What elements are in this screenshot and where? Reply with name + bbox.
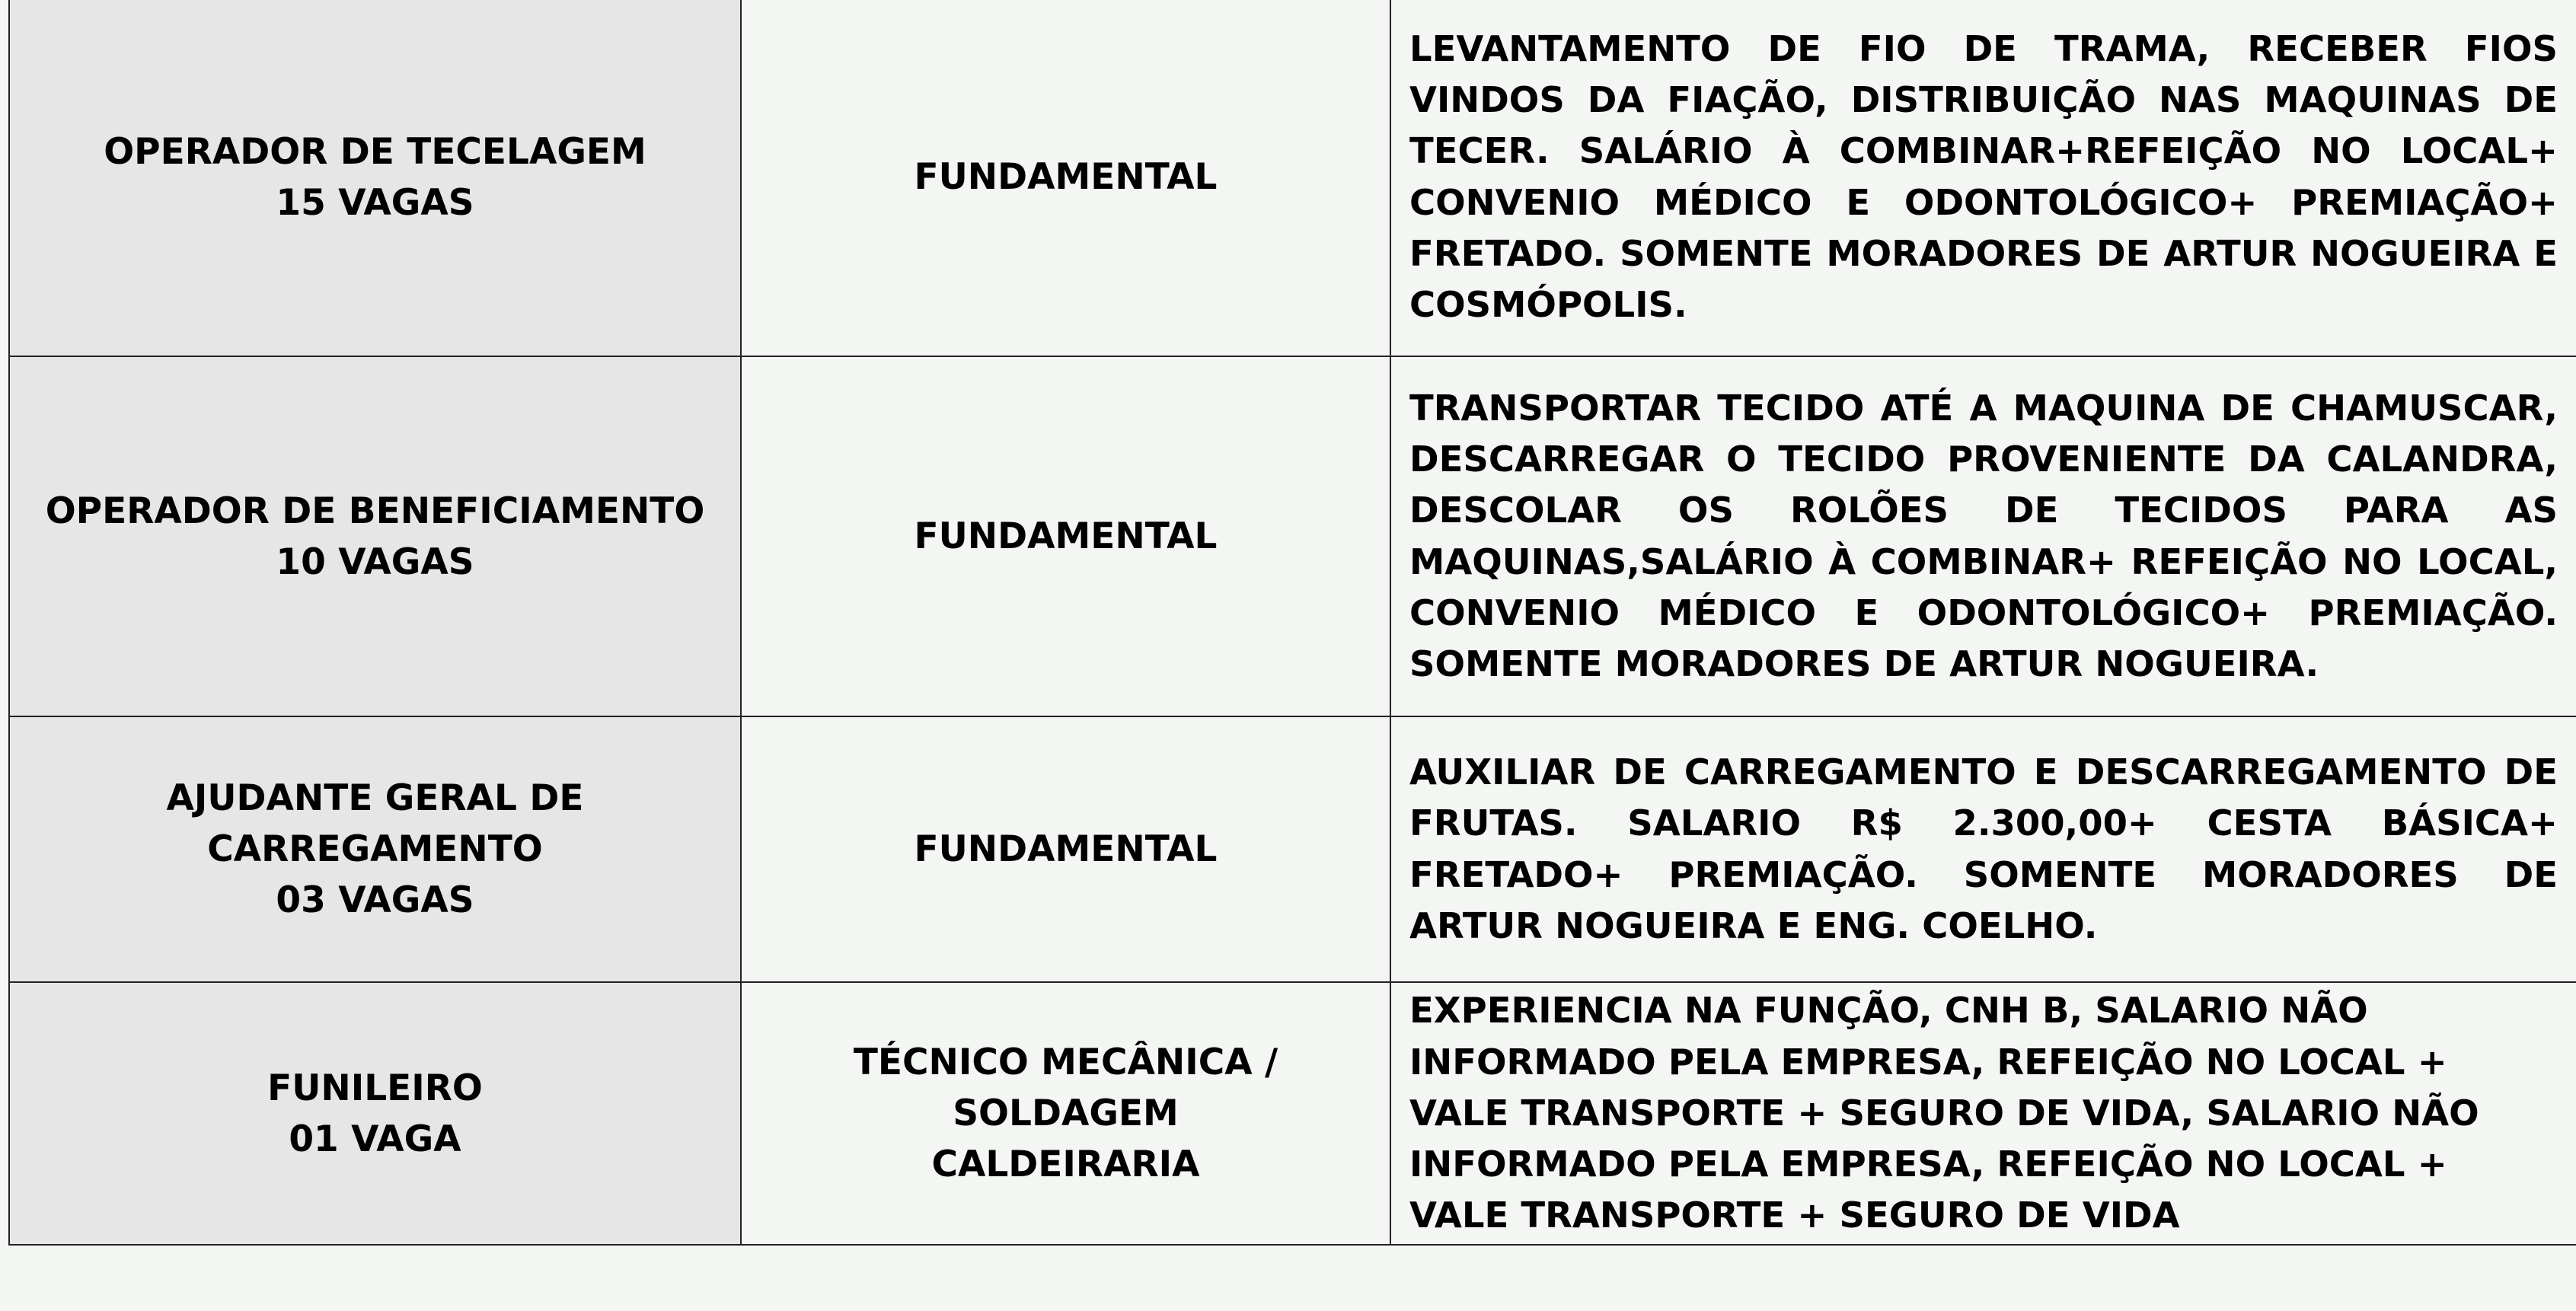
job-title: OPERADOR DE TECELAGEM — [104, 130, 646, 173]
job-description-cell — [1390, 716, 2576, 982]
job-description-cell — [1390, 356, 2576, 716]
job-description-line-1: EXPERIENCIA NA FUNÇÃO, CNH B, SALARIO NÃO — [1409, 990, 2368, 1032]
job-title-cell — [9, 356, 741, 716]
education-cell — [741, 0, 1390, 356]
job-title: OPERADOR DE BENEFICIAMENTO — [45, 490, 705, 532]
education-requirement-line-1: TÉCNICO MECÂNICA / — [853, 1041, 1278, 1083]
education-requirement: FUNDAMENTAL — [914, 156, 1218, 198]
job-title-line-1: AJUDANTE GERAL DE — [166, 777, 584, 819]
education-requirement-line-3: CALDEIRARIA — [931, 1144, 1200, 1185]
job-title: FUNILEIRO — [267, 1067, 483, 1109]
education-requirement-line-2: SOLDAGEM — [953, 1092, 1179, 1134]
education-requirement: FUNDAMENTAL — [914, 828, 1218, 870]
job-title-cell — [9, 0, 741, 356]
job-description: AUXILIAR DE CARREGAMENTO E DESCARREGAMENTO DE FRUTAS. SALARIO R$ 2.300,00+ CESTA BÁSICA+ FRETADO+ PREMIAÇÃO. SOMENTE MORADORES DE ARTUR NOGUEIRA E ENG. COELHO. — [1409, 751, 2558, 946]
job-description: TRANSPORTAR TECIDO ATÉ A MAQUINA DE CHAMUSCAR, DESCARREGAR O TECIDO PROVENIENTE DA CALANDRA, DESCOLAR OS ROLÕES DE TECIDOS PARA AS MAQUINAS,SALÁRIO À COMBINAR+ REFEIÇÃO NO LOCAL, CONVENIO MÉDICO E ODONTOLÓGICO+ PREMIAÇÃO. SOMENTE MORADORES DE ARTUR NOGUEIRA. — [1409, 387, 2558, 684]
job-description-line-5: VALE TRANSPORTE + SEGURO DE VIDA — [1409, 1195, 2180, 1236]
job-vacancies-table — [8, 0, 2576, 1246]
vacancy-count: 15 VAGAS — [276, 181, 474, 224]
job-description-cell — [1390, 0, 2576, 356]
job-title-line-2: CARREGAMENTO — [207, 828, 543, 870]
job-description-cell — [1390, 982, 2576, 1245]
job-description-line-4: INFORMADO PELA EMPRESA, REFEIÇÃO NO LOCAL + — [1409, 1144, 2447, 1185]
table-row — [9, 0, 2576, 356]
table-row — [9, 716, 2576, 982]
education-cell — [741, 716, 1390, 982]
vacancy-count: 01 VAGA — [289, 1118, 461, 1160]
table-row — [9, 356, 2576, 716]
education-cell — [741, 356, 1390, 716]
education-requirement: FUNDAMENTAL — [914, 515, 1218, 557]
vacancy-count: 10 VAGAS — [276, 541, 474, 583]
job-title-cell — [9, 982, 741, 1245]
job-description: LEVANTAMENTO DE FIO DE TRAMA, RECEBER FIOS VINDOS DA FIAÇÃO, DISTRIBUIÇÃO NAS MAQUINAS DE TECER. SALÁRIO À COMBINAR+REFEIÇÃO NO LOCAL+ CONVENIO MÉDICO E ODONTOLÓGICO+ PREMIAÇÃO+ FRETADO. SOMENTE MORADORES DE ARTUR NOGUEIRA E COSMÓPOLIS. — [1409, 27, 2558, 325]
education-cell — [741, 982, 1390, 1245]
vacancy-count: 03 VAGAS — [276, 879, 474, 921]
job-title-cell — [9, 716, 741, 982]
table-row — [9, 982, 2576, 1245]
job-description-line-2: INFORMADO PELA EMPRESA, REFEIÇÃO NO LOCAL + — [1409, 1041, 2447, 1083]
job-description-line-3: VALE TRANSPORTE + SEGURO DE VIDA, SALARIO NÃO — [1409, 1092, 2479, 1134]
